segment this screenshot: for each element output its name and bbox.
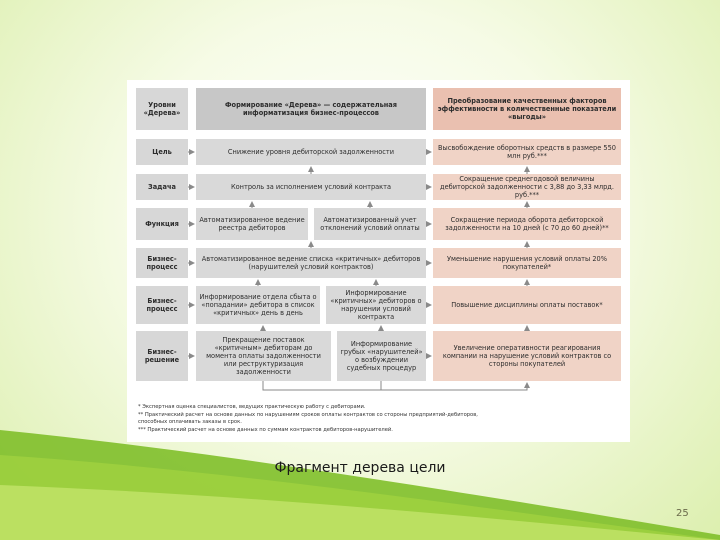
right-process-2: Повышение дисциплины оплаты поставок* — [433, 286, 621, 324]
middle-goal: Снижение уровня дебиторской задолженности — [196, 139, 426, 165]
level-task: Задача — [136, 174, 188, 200]
footnote-3: способных оплачивать заказы в срок. — [138, 419, 242, 426]
middle-process-1: Автоматизированное ведение списка «критичных» дебиторов (нарушителей условий контрактов) — [196, 248, 426, 278]
level-process-1: Бизнес-процесс — [136, 248, 188, 278]
level-header: Уровни «Дерева» — [136, 88, 188, 130]
level-process-2: Бизнес-процесс — [136, 286, 188, 324]
right-goal: Высвобождение оборотных средств в размере 550 млн руб.*** — [433, 139, 621, 165]
footnote-2: ** Практический расчет на основе данных по нарушениям сроков оплаты контрактов со стороны предприятий-дебиторов, — [138, 411, 478, 418]
right-decision: Увеличение оперативности реагирования компании на нарушение условий контрактов со стороны покупателей — [433, 331, 621, 381]
middle-process-2a: Информирование отдела сбыта о «попадании» дебитора в список «критичных» день в день — [196, 286, 320, 324]
middle-header: Формирование «Дерева» — содержательная информатизация бизнес-процессов — [196, 88, 426, 130]
middle-function-1: Автоматизированное ведение реестра дебиторов — [196, 208, 308, 240]
level-goal: Цель — [136, 139, 188, 165]
footnote-1: * Экспертная оценка специалистов, ведущих практическую работу с дебиторами. — [138, 404, 366, 410]
level-function: Функция — [136, 208, 188, 240]
level-decision: Бизнес-решение — [136, 331, 188, 381]
middle-decision-2: Информирование грубых «нарушителей» о возбуждении судебных процедур — [337, 331, 426, 381]
footnotes — [138, 404, 618, 434]
right-header: Преобразование качественных факторов эффективности в количественные показатели «выгоды» — [433, 88, 621, 130]
right-function: Сокращение периода оборота дебиторской задолженности на 10 дней (с 70 до 60 дней)** — [433, 208, 621, 240]
middle-decision-1: Прекращение поставок «критичным» дебиторам до момента оплаты задолженности или реструктуризация задолженности — [196, 331, 331, 381]
middle-task: Контроль за исполнением условий контракта — [196, 174, 426, 200]
page-number: 25 — [676, 508, 689, 519]
middle-function-2: Автоматизированный учет отклонений условий оплаты — [314, 208, 426, 240]
slide-caption: Фрагмент дерева цели — [274, 460, 446, 476]
right-task: Сокращение среднегодовой величины дебиторской задолженности с 3,88 до 3,33 млрд. руб.*** — [433, 174, 621, 200]
footnote-4: *** Практический расчет на основе данных по суммам контрактов дебиторов-нарушителей. — [138, 426, 393, 433]
middle-process-2b: Информирование «критичных» дебиторов о нарушении условий контракта — [326, 286, 426, 324]
right-process-1: Уменьшение нарушения условий оплаты 20% покупателей* — [433, 248, 621, 278]
